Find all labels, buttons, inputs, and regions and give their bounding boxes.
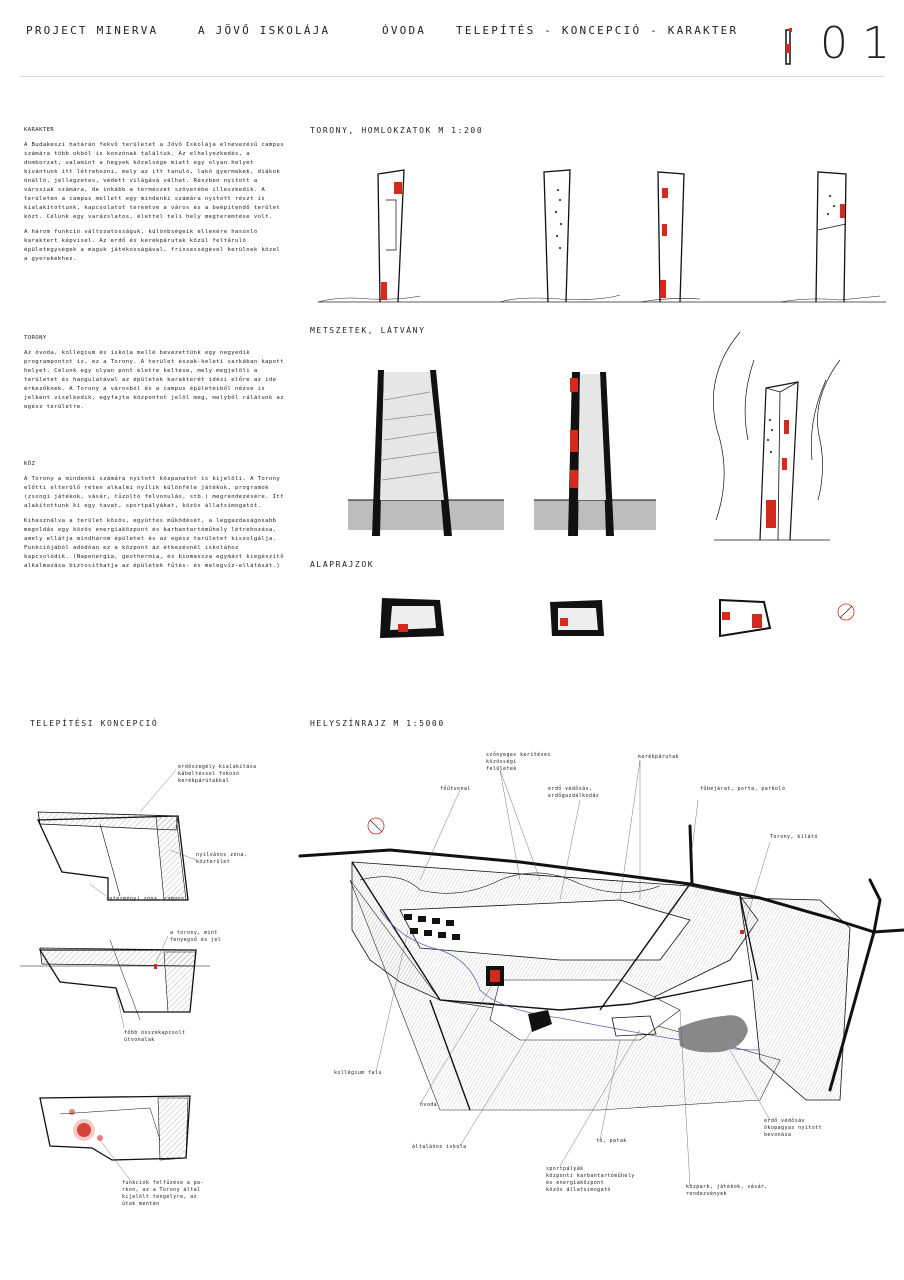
torony-text: Az óvoda, kollégium és iskola mellé bevezettünk egy negyedik programpontot is, ez a Torony. A terület észak-keleti sarkában kapott helyet. Célunk egy olyan pont életre keltése, mely megjelöli a területet és hangulatával az épületek karakterét idézi előre az ide érkezőknek. A Torony a városból és a campus épületeiből nézve is jelként viselkedik, egyfajta központot jelöl meg, melyből rálátunk az egész területre. [24, 350, 284, 410]
site-label-main-road: főútvonal [440, 786, 471, 792]
sheet-topic: TELEPÍTÉS - KONCEPCIÓ - KARAKTER [456, 24, 739, 37]
koz-text-1: A Torony a mindenki számára nyitott közpanatot is kijelöli. A Torony előtti elterülő réten alkalmi nyílik különféle játékok, programok (zsongi játékok, vásár, tűzoltó felvonulás, stb.) megrendezésére. Itt alakítottunk ki egy tavat, sportpályákat, közös állatsimogatót. [24, 476, 284, 509]
sections-heading: METSZETEK, LÁTVÁNY [310, 326, 426, 335]
site-label-forest-strip: erdő védősáv ökopagyas nyitott bevonása [764, 1118, 822, 1138]
site-label-tower: Torony, kilátó [770, 834, 818, 840]
site-label-bike-paths: kerékpárutak [638, 754, 679, 760]
siteplan-heading: HELYSZÍNRAJZ M 1:5000 [310, 719, 445, 728]
karakter-heading: KARAKTER [24, 127, 55, 133]
concept-note-campus-zone: intézményi zóna, campus [106, 896, 185, 902]
elevations-heading: TORONY, HOMLOKZATOK M 1:200 [310, 126, 484, 135]
site-label-lake: tó, patak [596, 1138, 627, 1144]
site-label-main-entrance: főbejárat, porta, parkoló [700, 786, 786, 792]
site-label-forest-buffer: erdő védősáv, erdőgazdálkodás [548, 786, 600, 799]
concept-heading: TELEPÍTÉSI KONCEPCIÓ [30, 719, 159, 728]
building-name: ÓVODA [382, 24, 427, 37]
site-label-fenced-areas: szőnyeges kerítéses közösségi felületek [486, 752, 551, 772]
karakter-text-2: A három funkció változatosságuk, különbségeik ellenére hasonló karaktert képvisel. Az erdő és kerékpárutak közül feltáruló épületegységek a maguk játékosságával, frissességével kerülnek közel a gyerekekhez. [24, 229, 281, 262]
project-subtitle: A JÖVŐ ISKOLÁJA [198, 24, 331, 37]
site-label-school: általános iskola [412, 1144, 467, 1150]
sheet-number: 01 [820, 18, 904, 69]
concept-note-public-zone: nyilvános zóna, közterület [196, 852, 248, 865]
koz-text-2: Kihasználva a terület közös, együttes működését, a leggazdaságosabb megoldás egy közös energiaközpont és karbantartóműhely létrehozása, amely ellátja mindhárom épületet és az egész területet kiszolgálja. Funkciójából adódóan ez a központ az étkezésnél iskolához kapcsolódik. (Napenergia, geothermia, és biomassza egymást kiegészítő alkalmazása biztosíthatja az épületek fűtés- és melegvíz-ellátását.) [24, 518, 284, 569]
concept-note-functions: funkciók felfűzése a pa- rkon, az a Torony által kijelölt tengelyre, az útak mentén [122, 1180, 204, 1207]
concept-note-forest-edge: erdőszegély kialakítása kábeltéssel fokozó kerékpárútakkal [178, 764, 257, 784]
concept-note-tower: a torony, mint fenyegvő és jel [170, 930, 222, 943]
site-label-sports: sportpályák központi karbantartóműhely és energiaközpont közös állatsimogató [546, 1166, 635, 1193]
site-label-dormitory: kollégium falu [334, 1070, 382, 1076]
site-label-park: közpark, játékok, vásár, rendezvények [686, 1184, 768, 1197]
site-label-kindergarten: óvoda [420, 1102, 438, 1108]
torony-heading: TORONY [24, 335, 47, 341]
project-title: PROJECT MINERVA [26, 24, 159, 37]
koz-heading: KÖZ [24, 461, 36, 467]
concept-note-routes: főbb összekapcsolt útvonalak [124, 1030, 186, 1043]
karakter-text-1: A Budakeszi határán fekvő területet a Jövő Iskolája elnevezésű campus számára több okból is konzónak találtuk. Az elhelyezkedés, a domborzat, valamint a hegyek közelsége miatt egy olyan helyet kívántunk itt létrehozni, mely az itt tanuló, lakó gyermekek, diákok önálló, jellegzetes, védett világává válhat. Részben nyitott a városiak számára, de inkább a természet szövetébe illeszkedik. A területen a campus mellett egy mindenki számára nyitott részt is kialakítottunk, kapcsolatot teremtve a város és a beépítendő terület közt. Célunk egy varázslatos, élettel teli hely megteremtése volt. [24, 142, 284, 220]
plans-heading: ALAPRAJZOK [310, 560, 375, 569]
